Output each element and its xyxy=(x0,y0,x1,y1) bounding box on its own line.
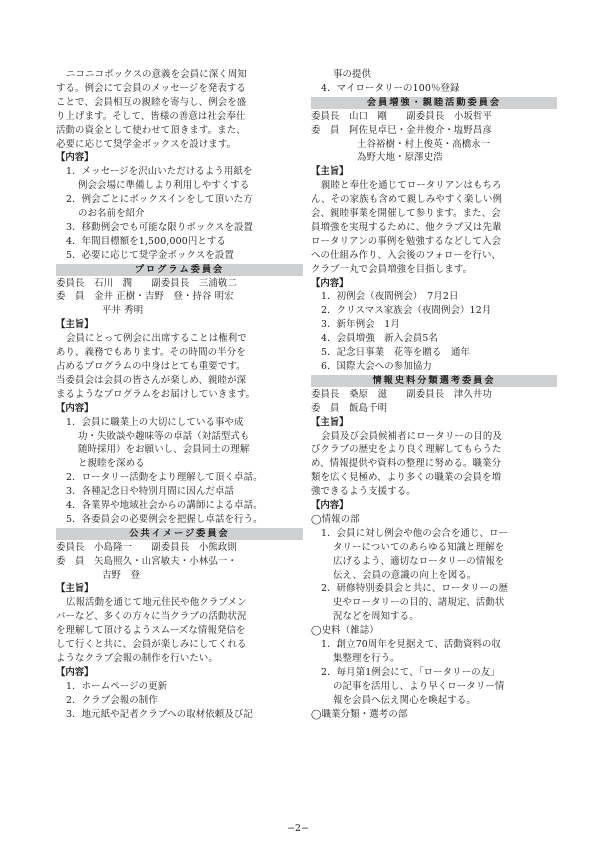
text-line: 占めるプログラムの中身はとても重要です。 xyxy=(56,361,246,372)
text-line: 例会会場に準備しより利用しやすくする xyxy=(78,180,250,192)
committee-heading: 公共イメージ委員会 xyxy=(56,528,303,540)
text-line: 類を広く見極め、より多くの職業の会員を増 xyxy=(311,472,502,484)
section-heading: 【内容】 xyxy=(56,402,94,414)
section-heading: 【主旨】 xyxy=(56,583,94,595)
text-line: ようなクラブ会報の制作を行いたい。 xyxy=(56,653,218,664)
text-line: 況などを周知する。 xyxy=(333,611,419,623)
text-line: 会員にとって例会に出席することは権利で xyxy=(66,333,247,345)
text-line: 1．会員に対し例会や他の会合を通じ、ロー xyxy=(321,527,509,539)
text-line: 4．年間目標額を1,500,000円とする xyxy=(66,235,226,247)
text-line: 委員長 小島隆一 副委員長 小熊政則 xyxy=(56,541,237,553)
text-line: 委 員 矢島照久・山宮敏夫・小林弘一・ xyxy=(56,555,237,567)
text-line: 4．会員増強 新入会員5名 xyxy=(321,333,439,345)
section-heading: 【内容】 xyxy=(311,277,349,289)
text-line: ことで、会員相互の親睦を寄与し、例会を盛 xyxy=(56,96,247,108)
text-line: 会員及び会員候補者にロータリーの目的及 xyxy=(321,430,502,442)
text-line: 委 員 飯島千明 xyxy=(311,402,388,414)
text-line: の記事を活用し、より早くロータリー情 xyxy=(333,680,505,692)
text-line: のお名前を紹介 xyxy=(78,208,145,220)
text-line: 1．創立70周年を見据えて、活動資料の収 xyxy=(321,639,502,651)
text-line: まるようなプログラムをお届けしていきます。 xyxy=(56,388,256,400)
text-line: 4．マイロータリーの100％登録 xyxy=(321,82,460,94)
text-line: する。例会にて会員のメッセージを発表する xyxy=(56,82,246,94)
text-line: 2．クリスマス家族会（夜間例会）12月 xyxy=(321,305,492,317)
text-line: 2．研修特別委員会と共に、ロータリーの歴 xyxy=(321,583,509,595)
text-line: と親睦を深める xyxy=(78,458,145,470)
section-heading: 【主旨】 xyxy=(311,416,349,428)
text-line: あり、義務でもあります。その時間の半分を xyxy=(56,347,246,359)
text-line: 土谷裕樹・村上俊英・高橋永一 xyxy=(357,138,491,150)
text-line: ロータリアンの事例を勉強するなどして入会 xyxy=(311,235,502,247)
committee-heading: 情報史料分類選考委員会 xyxy=(311,375,557,387)
text-line: 会、親睦事業を開催して参ります。また、会 xyxy=(311,208,501,220)
text-line: タリーについてのあらゆる知識と理解を xyxy=(333,541,505,553)
text-line: 史やロータリーの目的、諸規定、活動状 xyxy=(333,597,505,609)
committee-heading: プログラム委員会 xyxy=(56,264,303,276)
text-line: 1．ホームページの更新 xyxy=(66,680,168,692)
text-line: 集整理を行う。 xyxy=(333,653,400,664)
text-line: 為野大地・原澤史浩 xyxy=(357,152,443,164)
text-line: 功・失敗談や趣味等の卓話（対話型式も xyxy=(78,430,250,442)
text-line: への仕組み作り、入会後のフォローを行い、 xyxy=(311,249,502,261)
text-line: 広報活動を通じて地元住民や他クラブメン xyxy=(66,597,247,609)
text-line: め、情報提供や資料の整理に努める。職業分 xyxy=(311,458,502,470)
text-line: 3．移動例会でも可能な限りボックスを設置 xyxy=(66,221,253,233)
text-line: 3．新年例会 1月 xyxy=(321,319,400,331)
text-line: 委員長 石川 潤 副委員長 三浦敬二 xyxy=(56,277,237,289)
text-line: 3．各種記念日や特別月間に因んだ卓話 xyxy=(66,486,235,498)
text-line: ◯情報の部 xyxy=(311,513,360,525)
text-line: ん、その家族も含めて親しみやすく楽しい例 xyxy=(311,194,503,206)
text-line: 1．初例会（夜間例会） 7月2日 xyxy=(321,291,459,303)
section-heading: 【内容】 xyxy=(56,666,94,678)
text-line: 2．毎月第1例会にて、「ロータリーの友」 xyxy=(321,666,500,678)
left-column xyxy=(56,68,303,722)
page-number: −2− xyxy=(287,823,309,834)
text-line: 吉野 登 xyxy=(102,569,141,581)
text-line: 員増強を実現するために、他クラブ又は先輩 xyxy=(311,221,502,233)
section-heading: 【内容】 xyxy=(311,500,349,512)
text-line: 6．国際大会への参加協力 xyxy=(321,361,432,372)
text-line: 5．各委員会の必要例会を把握し卓話を行う。 xyxy=(66,513,263,525)
text-line: 4．各業界や地域社会からの講師による卓話。 xyxy=(66,500,263,512)
text-line: 当委員会は会員の皆さんが楽しめ、親睦が深 xyxy=(56,374,247,386)
text-line: クラブ一丸で会員増強を目指します。 xyxy=(311,263,473,275)
text-line: 5．記念日事業 花等を贈る 通年 xyxy=(321,347,470,359)
text-line: して行くと共に、会員が楽しみにしてくれる xyxy=(56,639,247,651)
text-line: 委員長 山口 剛 副委員長 小坂哲平 xyxy=(311,110,492,122)
text-line: 報を会員へ伝え関心を喚起する。 xyxy=(333,694,476,706)
text-line: 2．クラブ会報の制作 xyxy=(66,694,158,706)
section-heading: 【内容】 xyxy=(56,152,94,164)
text-line: ◯職業分類・選考の部 xyxy=(311,708,408,720)
text-line: 3．地元紙や記者クラブへの取材依頼及び記 xyxy=(66,708,253,720)
text-line: バーなど、多くの方々に当クラブの活動状況 xyxy=(56,611,247,623)
text-line: り上げます。そして、皆様の善意は社会奉仕 xyxy=(56,110,246,122)
text-line: びクラブの歴史をより良く理解してもらうた xyxy=(311,444,502,456)
text-line: 強できるよう支援する。 xyxy=(311,486,416,498)
text-line: ◯史料（雑誌） xyxy=(311,625,379,637)
text-line: 広げるよう、適切なロータリーの情報を xyxy=(333,555,505,567)
text-line: 委 員 金井 正樹・吉野 登・持谷 明宏 xyxy=(56,291,234,303)
text-line: 伝え、会員の意識の向上を図る。 xyxy=(333,569,477,581)
committee-heading: 会員増強・親睦活動委員会 xyxy=(311,97,557,109)
section-heading: 【主旨】 xyxy=(56,319,94,331)
text-line: を理解して頂けるようスムーズな情報発信を xyxy=(56,625,246,637)
section-heading: 【主旨】 xyxy=(311,166,349,178)
text-line: 平井 秀明 xyxy=(102,305,144,317)
text-line: 委 員 阿佐見卓巳・金井俊介・塩野昌彦 xyxy=(311,124,492,136)
right-column xyxy=(311,68,557,722)
text-line: 活動の資金として使わせて頂きます。また、 xyxy=(56,124,246,136)
text-line: 2．ロータリー活動をより理解して頂く卓話。 xyxy=(66,472,263,484)
text-line: 5．必要に応じて奨学金ボックスを設置 xyxy=(66,249,234,261)
text-line: 事の提供 xyxy=(333,69,372,80)
text-line: 随時採用）をお願いし、会員同士の理解 xyxy=(78,444,250,456)
text-line: 1．会員に職業上の大切にしている事や成 xyxy=(66,416,244,428)
text-line: 委員長 桑原 滋 副委員長 津久井功 xyxy=(311,388,492,400)
text-line: 2．例会ごとにボックスインをして頂いた方 xyxy=(66,194,253,206)
text-line: 1．メッセージを沢山いただけるよう用紙を xyxy=(66,166,253,178)
text-line: 親睦と奉仕を通じてロータリアンはもちろ xyxy=(321,180,502,192)
text-line: ニコニコボックスの意義を会員に深く周知 xyxy=(66,69,247,80)
text-line: 必要に応じて奨学金ボックスを設けます。 xyxy=(56,138,237,150)
